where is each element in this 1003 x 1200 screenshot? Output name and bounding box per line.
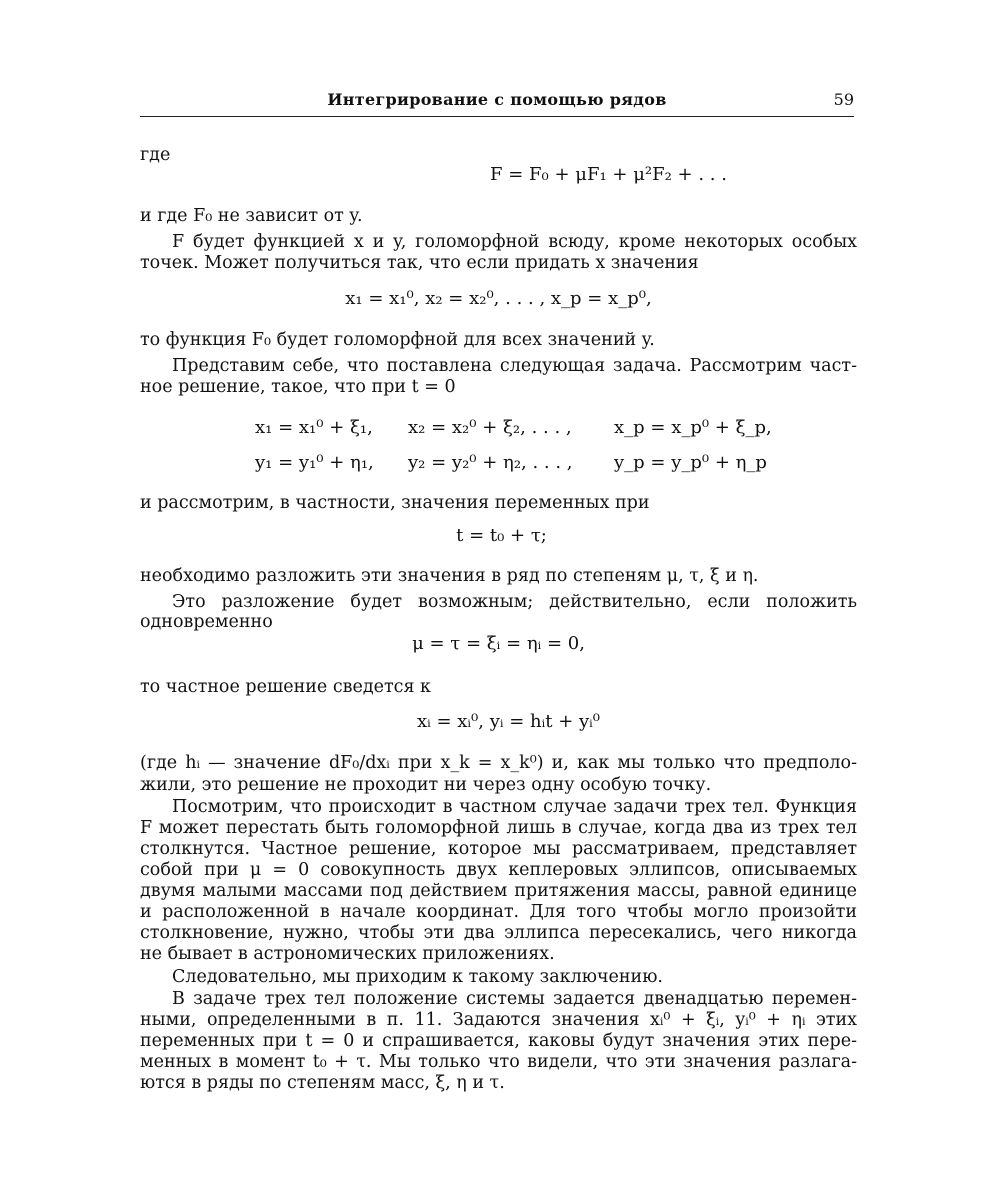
text-line: то функция F₀ будет голоморфной для всех значений y.	[140, 330, 655, 350]
formula-x2-xi: x₂ = x₂⁰ + ξ₂, . . . ,	[408, 417, 572, 438]
text-line: точек. Может получиться так, что если придать x значения	[140, 253, 699, 273]
text-line: столкновение, нужно, чтобы эти два эллипса пересекались, чего никогда	[140, 923, 857, 943]
text-line: Следовательно, мы приходим к такому заключению.	[172, 967, 663, 987]
text-line: ются в ряды по степеням масс, ξ, η и τ.	[140, 1073, 505, 1093]
formula-x1-xi: x₁ = x₁⁰ + ξ₁,	[255, 417, 373, 438]
formula-y2-eta: y₂ = y₂⁰ + η₂, . . . ,	[408, 452, 573, 473]
text-line: собой при μ = 0 совокупность двух кеплеровых эллипсов, описываемых	[140, 860, 857, 880]
text-line: Посмотрим, что происходит в частном случае задачи трех тел. Функция	[172, 797, 857, 817]
formula-solution: xᵢ = xᵢ⁰, yᵢ = hᵢt + yᵢ⁰	[416, 711, 601, 732]
text-line: жили, это решение не проходит ни через одну особую точку.	[140, 775, 712, 795]
text-line: необходимо разложить эти значения в ряд по степеням μ, τ, ξ и η.	[140, 566, 759, 586]
text-line: и где F₀ не зависит от y.	[140, 206, 363, 226]
text-line: не бывает в астрономических приложениях.	[140, 944, 555, 964]
page-number: 59	[833, 90, 854, 109]
text-line: F будет функцией x и y, голоморфной всюду, кроме некоторых особых	[172, 232, 857, 252]
text-line: столкнутся. Частное решение, которое мы рассматриваем, представляет	[140, 839, 857, 859]
text-line: F может перестать быть голоморфной лишь в случае, когда два из трех тел	[140, 818, 857, 838]
formula-t: t = t₀ + τ;	[456, 525, 547, 546]
text-line: одновременно	[140, 612, 273, 632]
formula-xp-xi: x_p = x_p⁰ + ξ_p,	[614, 417, 772, 438]
text-line: и рассмотрим, в частности, значения переменных при	[140, 493, 650, 513]
text-line: ное решение, такое, что при t = 0	[140, 377, 456, 397]
text-line: где	[140, 145, 171, 165]
running-header	[140, 90, 854, 117]
text-line: В задаче трех тел положение системы задается двенадцатью перемен-	[172, 989, 857, 1009]
text-line: двумя малыми массами под действием притяжения массы, равной единице	[140, 881, 857, 901]
formula-yp-eta: y_p = y_p⁰ + η_p	[614, 452, 767, 473]
formula-y1-eta: y₁ = y₁⁰ + η₁,	[255, 452, 374, 473]
text-line: Это разложение будет возможным; действительно, если положить	[172, 592, 857, 612]
text-line: (где hᵢ — значение dF₀/dxᵢ при x_k = x_k⁰) и, как мы только что предполо-	[140, 753, 857, 773]
text-line: переменных при t = 0 и спрашивается, каковы будут значения этих пере-	[140, 1031, 857, 1051]
text-line: и расположенной в начале координат. Для того чтобы могло произойти	[140, 902, 857, 922]
formula-F-series: F = F₀ + μF₁ + μ²F₂ + . . .	[490, 164, 727, 185]
formula-zero: μ = τ = ξᵢ = ηᵢ = 0,	[412, 633, 585, 654]
text-line: то частное решение сведется к	[140, 677, 431, 697]
text-line: ными, определенными в п. 11. Задаются значения xᵢ⁰ + ξᵢ, yᵢ⁰ + ηᵢ этих	[140, 1010, 857, 1030]
formula-x-initial: x₁ = x₁⁰, x₂ = x₂⁰, . . . , x_p = x_p⁰,	[345, 288, 652, 309]
text-line: менных в момент t₀ + τ. Мы только что видели, что эти значения разлага-	[140, 1052, 857, 1072]
running-title: Интегрирование с помощью рядов	[327, 90, 667, 109]
text-line: Представим себе, что поставлена следующая задача. Рассмотрим част-	[172, 356, 857, 376]
